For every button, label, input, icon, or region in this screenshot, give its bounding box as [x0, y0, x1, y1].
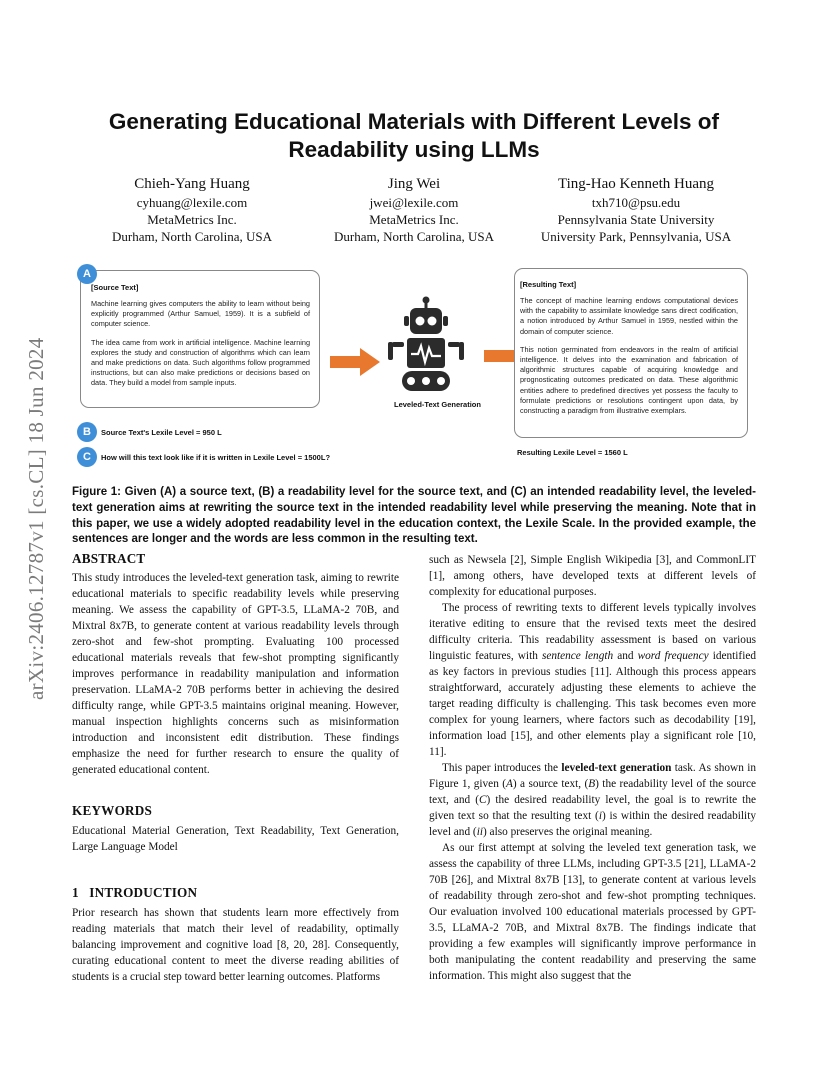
author-3 [526, 175, 746, 245]
source-text-box [80, 270, 320, 408]
resulting-text-header: [Resulting Text] [520, 280, 577, 289]
source-text-header: [Source Text] [91, 283, 139, 292]
author-name: Jing Wei [387, 176, 441, 192]
resulting-lexile-label: Resulting Lexile Level = 1560 L [517, 448, 628, 457]
arxiv-stamp [18, 300, 60, 700]
right-column [429, 552, 756, 984]
text-run: ) also preserves the original meaning. [482, 826, 653, 838]
author-email: txh710@psu.edu [591, 195, 681, 210]
abstract-text: This study introduces the leveled-text generation task, aiming to rewrite educational materials to specific readability levels while preserving meaning. We assess the capability of GPT-3.5, LLaMA-2 70B, and Mixtral 8x7B, to generate content at various readability levels through zero-shot and few-shot prompting. Evaluating 100 processed educational materials reveals that few-shot prompting significantly improves performance in readability manipulation and information preservation. LLaMA-2 70B performs better in achieving the desired difficulty range, while GPT-3.5 maintains original meaning. However, manual inspection highlights concerns such as misinformation introduction and inconsistent edit distribution. These findings emphasize the need for further research to ensure the quality of generated educational content. [72, 572, 399, 776]
target-lexile-question: How will this text look like if it is written in Lexile Level = 1500L? [101, 453, 331, 462]
author-name: Ting-Hao Kenneth Huang [557, 176, 715, 192]
emphasis: A [506, 778, 513, 790]
arrow-right-icon [330, 348, 380, 376]
source-lexile-label: Source Text's Lexile Level = 950 L [101, 428, 222, 437]
intro-paragraph [429, 760, 756, 840]
text-run: and [613, 650, 638, 662]
keywords-text: Educational Material Generation, Text Readability, Text Generation, Large Language Model [72, 825, 399, 853]
abstract-heading: ABSTRACT [72, 551, 146, 566]
text-run: ) the readability level of the source text, and ( [429, 778, 756, 806]
paper-title: Generating Educational Materials with Different Levels of Readability using LLMs [108, 109, 720, 162]
keywords-heading: KEYWORDS [72, 803, 153, 818]
emphasis: sentence length [541, 650, 614, 662]
author-location: Durham, North Carolina, USA [112, 229, 272, 244]
author-1 [92, 175, 292, 245]
text-run: ) the desired readability level, the goal is to rewrite the given text so that the resulting text ( [429, 794, 756, 822]
leveled-text-generation-label: Leveled-Text Generation [394, 400, 481, 409]
emphasis: i [598, 810, 602, 822]
robot-icon [380, 296, 480, 396]
author-affiliation: Pennsylvania State University [557, 212, 715, 227]
figure-1 [72, 262, 762, 472]
author-affiliation: MetaMetrics Inc. [369, 212, 459, 227]
emphasis: ii [476, 826, 483, 838]
intro-paragraph-continued: such as Newsela [2], Simple English Wikipedia [3], and CommonLIT [1], among others, have developed texts at different levels of complexity for educational purposes. [429, 554, 756, 598]
intro-paragraph: As our first attempt at solving the leveled text generation task, we assess the capability of three LLMs, including GPT-3.5 [21], LLaMA-2 70B [26], and Mixtral 8x7B [13], to generate content at various levels of readability through zero-shot and few-shot prompting techniques. Our evaluation involved 100 educational materials processed by GPT-3.5, LLaMA-2 70B, and Mixtral 8x7B. The findings indicate that providing a few examples will significantly improve performance in both manipulating the content readability and preserving the same information. This might also suggest that the [429, 842, 756, 982]
section-number: 1 [72, 885, 79, 900]
resulting-text-paragraph: The concept of machine learning endows computational devices with the capability to assimilate knowledge sans direct codification, a notion introduced by Arthur Samuel in 1959, nestled within the domain of computer science. [520, 296, 738, 336]
left-column [72, 551, 399, 985]
resulting-text-paragraph: This notion germinated from endeavors in the realm of artificial intelligence. It delves into the examination and fabrication of algorithmic structures capable of acquiring knowledge and prognosticating outcomes predicated on data. These algorithmic entities adhere to predefined directives yet possess the faculty to formulate predictions or resolutions contingent upon data, by constructing a paradigm from illustrative exemplars. [520, 344, 738, 416]
bold-term: leveled-text generation [561, 762, 672, 774]
badge-b: B [77, 422, 97, 442]
figure-caption: Figure 1: Given (A) a source text, (B) a readability level for the source text, and (C) an intended readability level, the leveled-text generation aims at rewriting the source text in the intended readability level while preserving the meaning. Note that in this paper, we use a widely adopted readability level in the education context, the Lexile Scale. In the provided example, the sentences are longer and the words are less common in the resulting text. [72, 486, 756, 546]
badge-a: A [77, 264, 97, 284]
text-run: task. As shown in Figure 1, given ( [429, 762, 756, 790]
emphasis: B [588, 778, 596, 790]
text-run: This paper introduces the [442, 762, 562, 774]
author-email: cyhuang@lexile.com [136, 195, 248, 210]
author-location: University Park, Pennsylvania, USA [540, 229, 732, 244]
resulting-text-box [514, 268, 748, 438]
introduction-heading [72, 885, 399, 901]
arxiv-stamp-text: arXiv:2406.12787v1 [cs.CL] 18 Jun 2024 [24, 337, 48, 700]
author-affiliation: MetaMetrics Inc. [147, 212, 237, 227]
text-run: identified as key factors in previous studies [11]. Although this process appears straightforward, accurately adjusting these elements to achieve the target reading difficulty is challenging. This task becomes even more complex for young learners, where factors such as decodability [19], information load [15], and other elements play a significant role [10, 11]. [429, 650, 756, 758]
badge-c: C [77, 447, 97, 467]
section-title: INTRODUCTION [89, 885, 198, 900]
author-email: jwei@lexile.com [369, 195, 459, 210]
intro-paragraph [429, 600, 756, 760]
source-text-paragraph: Machine learning gives computers the ability to learn without being explicitly programmed (Arthur Samuel, 1959). It is a subfield of computer science. [91, 299, 310, 329]
text-run: ) is within the desired readability level and ( [429, 810, 756, 838]
source-text-paragraph: The idea came from work in artificial intelligence. Machine learning explores the study and construction of algorithms which can learn and make predictions on data. Such algorithms follow programmed instructions, but can also make predictions or decisions based on data. They build a model from sample inputs. [91, 337, 310, 388]
introduction-paragraph: Prior research has shown that students learn more effectively from reading materials that match their level of readability, optimally balancing improvement and cognitive load [8, 20, 28]. Consequently, curating educational content to meet the diverse reading abilities of students is a crucial step toward better learning outcomes. Platforms [72, 907, 399, 983]
text-run: ) a source text, ( [512, 778, 589, 790]
emphasis: word frequency [637, 650, 709, 662]
author-2 [314, 175, 514, 245]
author-location: Durham, North Carolina, USA [334, 229, 494, 244]
text-run: The process of rewriting texts to different levels typically involves iterative editing to ensure that the revised texts meet the desired difficulty criteria. This readability assessment is based on various linguistic features, with [429, 602, 756, 662]
emphasis: C [479, 794, 487, 806]
author-name: Chieh-Yang Huang [134, 176, 250, 192]
